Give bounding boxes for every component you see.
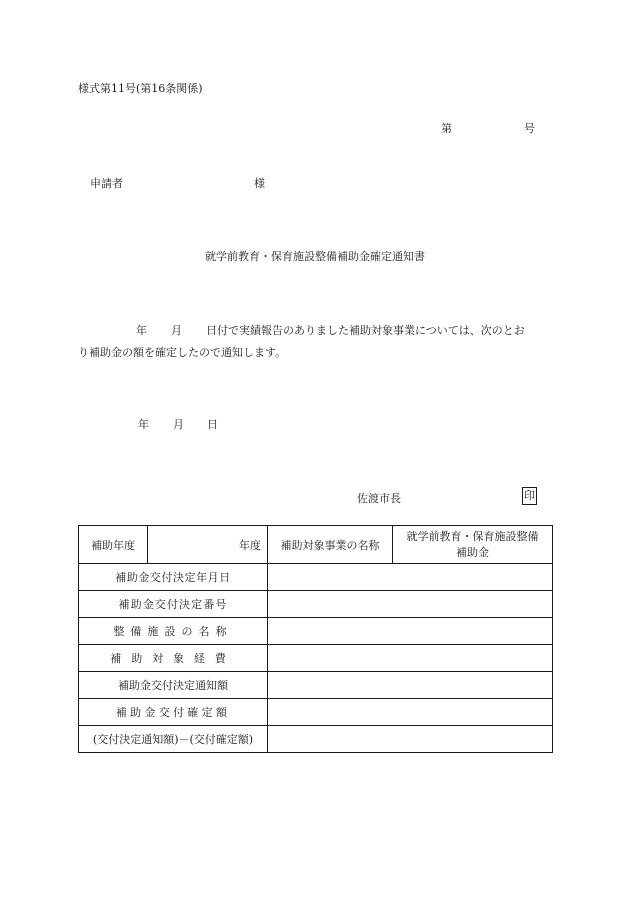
table-row [79,645,553,672]
row-value [268,672,553,699]
applicant-label: 申請者 [90,177,123,190]
document-number-suffix: 号 [524,122,535,135]
table-row [79,618,553,645]
body-year-label: 年 [136,324,147,337]
body-text-line2: り補助金の額を確定したので通知します。 [78,346,287,359]
row-label: (交付決定通知額)－(交付確定額) [79,726,268,753]
fiscal-year-label: 補助年度 [79,526,148,564]
row-label: 補助金交付決定年月日 [79,564,268,591]
issuer-title: 佐渡市長 [357,492,401,505]
row-label: 補助金交付決定通知額 [79,672,268,699]
table-row [79,699,553,726]
body-month-label: 月 [171,324,182,337]
document-title: 就学前教育・保育施設整備補助金確定通知書 [205,250,425,263]
date-day-label: 日 [207,418,218,431]
body-text-line1 [136,322,525,338]
subsidy-table [78,525,553,753]
row-label: 整備施設の名称 [79,618,268,645]
date-year-label: 年 [138,418,149,431]
row-value [268,564,553,591]
table-header-row [79,526,553,564]
document-number-label: 第 [441,122,452,135]
table-row [79,672,553,699]
row-value [268,699,553,726]
seal-mark: 印 [522,487,537,505]
row-label: 補助対象経費 [79,645,268,672]
fiscal-year-unit: 年度 [148,526,268,564]
form-number: 様式第11号(第16条関係) [78,82,203,95]
row-value [268,726,553,753]
body-text-rest: 日付で実績報告のありました補助対象事業については、次のとお [206,324,525,337]
project-name-line2: 補助金 [456,545,489,559]
project-name-line1: 就学前教育・保育施設整備 [406,529,539,543]
row-label: 補助金交付決定番号 [79,591,268,618]
table-row [79,564,553,591]
project-name-value [393,526,553,564]
row-value [268,618,553,645]
applicant-honorific: 様 [254,177,265,190]
row-value [268,645,553,672]
table-row [79,591,553,618]
row-value [268,591,553,618]
table-row [79,726,553,753]
row-label: 補助金交付確定額 [79,699,268,726]
date-month-label: 月 [173,418,184,431]
project-name-label: 補助対象事業の名称 [268,526,393,564]
